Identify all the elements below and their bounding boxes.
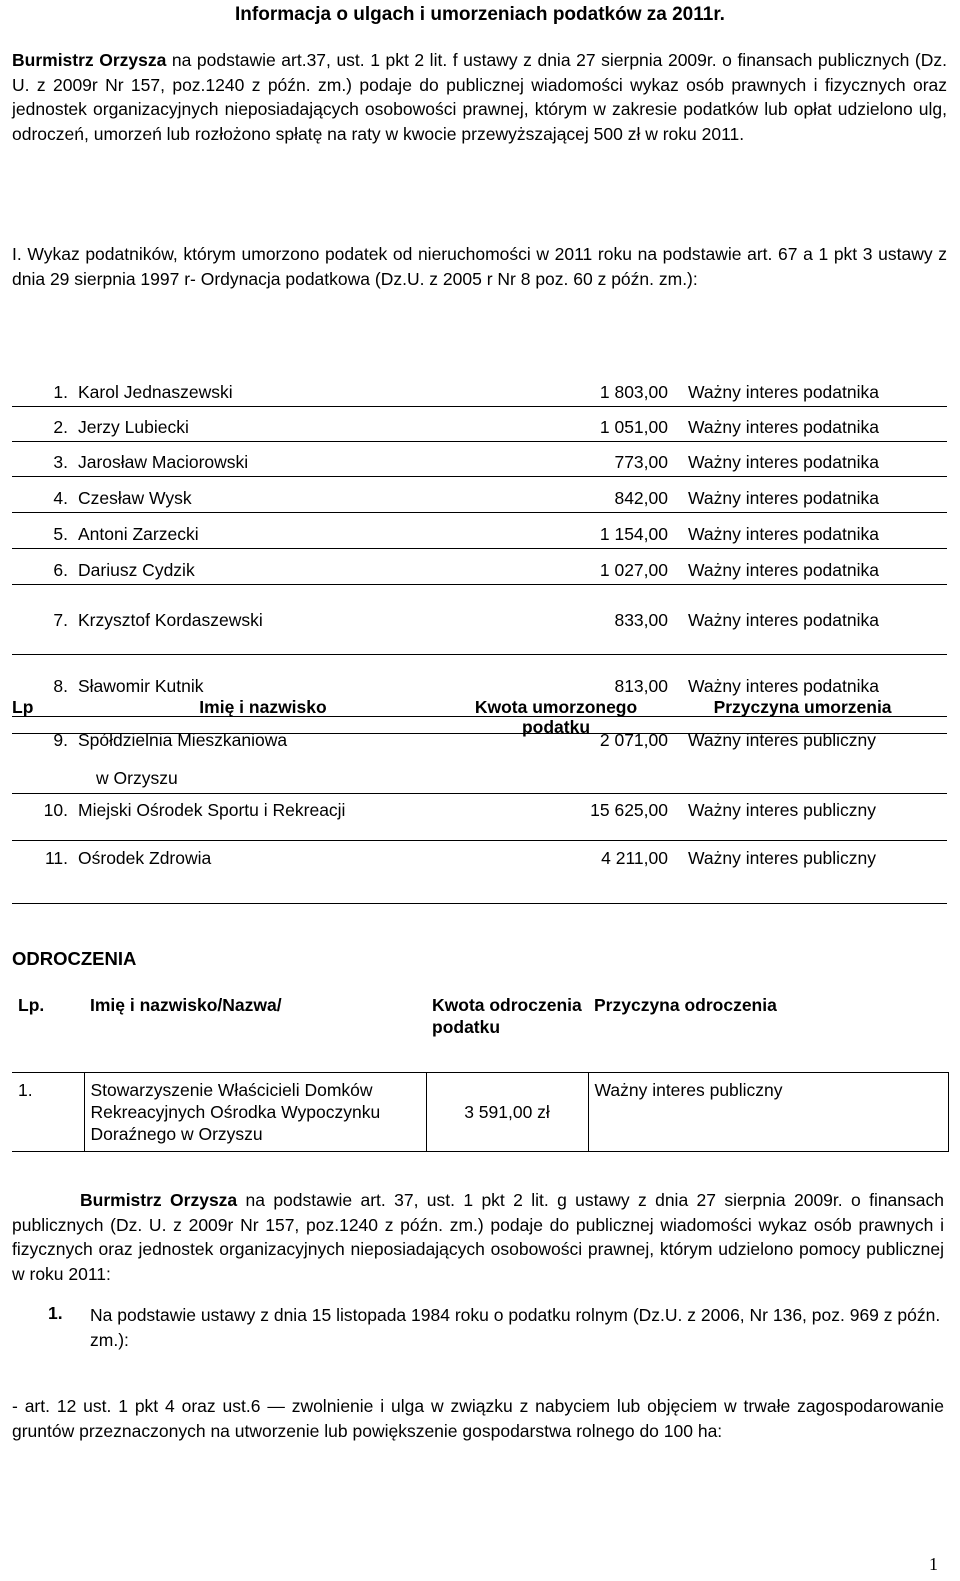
row-lp: 2. — [53, 417, 68, 437]
row-divider — [12, 840, 947, 841]
row-divider — [12, 654, 947, 655]
row-lp: 6. — [53, 560, 68, 580]
row-name: Dariusz Cydzik — [78, 560, 195, 580]
row-lp: 3. — [53, 452, 68, 472]
row-name: Karol Jednaszewski — [78, 382, 233, 402]
article-paragraph: - art. 12 ust. 1 pkt 4 oraz ust.6 — zwolnienie i ulga w związku z nabyciem lub objęciem w trwałe zagospodarowanie gruntów przeznaczonych na utworzenie lub powiększenie gospodarstwa rolnego do 100 ha: — [12, 1396, 944, 1441]
row-lp: 8. — [53, 676, 68, 696]
row-name: Antoni Zarzecki — [78, 524, 199, 544]
def-row-lp: 1. — [12, 1073, 84, 1152]
row-reason: Ważny interes publiczny — [688, 848, 877, 868]
header-name: Imię i nazwisko — [199, 697, 327, 717]
row-amount: 15 625,00 — [590, 800, 668, 820]
intro-text: na podstawie art.37, ust. 1 pkt 2 lit. f ustawy z dnia 27 sierpnia 2009r. o finansach publicznych (Dz. U. z 2009r Nr 157, poz.1240 z późn. zm.) podaje do publicznej wiadomości wykaz osób prawnych i fizycznych oraz jednostek organizacyjnych nieposiadających osobowości prawnej, którym w zakresie podatków lub opłat udzielono ulg, odroczeń, umorzeń lub rozłożono spłatę na raty w kwocie przewyższającej 500 zł w roku 2011. — [12, 50, 947, 144]
row-amount: 813,00 — [614, 676, 668, 696]
deferral-row — [12, 1073, 949, 1152]
row-lp: 5. — [53, 524, 68, 544]
row-reason: Ważny interes podatnika — [688, 417, 879, 437]
row-name: Czesław Wysk — [78, 488, 192, 508]
row-lp: 9. — [53, 730, 68, 750]
row-reason: Ważny interes publiczny — [688, 730, 877, 750]
row-name-line2: w Orzyszu — [96, 768, 178, 788]
row-amount: 842,00 — [614, 488, 668, 508]
deferrals-table-header — [12, 988, 949, 1073]
intro-lead: Burmistrz Orzysza — [12, 50, 167, 70]
row-reason: Ważny interes podatnika — [688, 382, 879, 402]
row-amount: 833,00 — [614, 610, 668, 630]
row-amount: 4 211,00 — [601, 848, 668, 868]
def-row-amount: 3 591,00 zł — [426, 1073, 588, 1152]
row-reason: Ważny interes podatnika — [688, 488, 879, 508]
row-divider — [12, 903, 947, 904]
def-row-name: Stowarzyszenie Właścicieli Domków Rekreacyjnych Ośrodka Wypoczynku Doraźnego w Orzyszu — [84, 1073, 426, 1152]
row-lp: 10. — [43, 800, 68, 820]
row-name: Sławomir Kutnik — [78, 676, 204, 696]
row-divider — [12, 441, 947, 442]
row-reason: Ważny interes podatnika — [688, 676, 879, 696]
page-number: 1 — [929, 1554, 938, 1574]
row-divider — [12, 584, 947, 585]
row-name: Miejski Ośrodek Sportu i Rekreacji — [78, 800, 346, 820]
row-amount: 1 803,00 — [599, 382, 668, 402]
row-name: Krzysztof Kordaszewski — [78, 610, 263, 630]
row-name: Ośrodek Zdrowia — [78, 848, 212, 868]
row-reason: Ważny interes podatnika — [688, 452, 879, 472]
def-header-name: Imię i nazwisko/Nazwa/ — [90, 995, 282, 1015]
row-amount: 2 071,00 — [599, 730, 668, 750]
row-lp: 11. — [44, 848, 68, 868]
row-lp: 4. — [53, 488, 68, 508]
row-amount: 773,00 — [614, 452, 668, 472]
header-amount: Kwota umorzonego podatku — [474, 697, 638, 737]
document-title: Informacja o ulgach i umorzeniach podatków za 2011r. — [235, 4, 725, 25]
row-lp: 7. — [53, 610, 68, 630]
header-lp: Lp — [12, 697, 34, 717]
row-reason: Ważny interes podatnika — [688, 610, 879, 630]
intro-paragraph — [12, 48, 947, 146]
row-divider — [12, 716, 947, 717]
header-reason: Przyczyna umorzenia — [713, 697, 892, 717]
row-divider — [12, 406, 947, 407]
list-item-text: Na podstawie ustawy z dnia 15 listopada 1984 roku o podatku rolnym (Dz.U. z 2006, Nr 136, poz. 969 z późn. zm.): — [90, 1305, 941, 1350]
row-divider — [12, 512, 947, 513]
aid-paragraph — [12, 1188, 944, 1286]
row-reason: Ważny interes publiczny — [688, 800, 877, 820]
row-amount: 1 154,00 — [599, 524, 668, 544]
row-name: Spółdzielnia Mieszkaniowa — [78, 730, 288, 750]
def-row-reason: Ważny interes publiczny — [588, 1073, 949, 1152]
list-item-number: 1. — [48, 1303, 63, 1323]
row-lp: 1. — [53, 382, 68, 402]
aid-text: na podstawie art. 37, ust. 1 pkt 2 lit. g ustawy z dnia 27 sierpnia 2009r. o finansach publicznych (Dz. U. z 2009r Nr 157, poz.1240 z późn. zm.) podaje do publicznej wiadomości wykaz osób prawnych i fizycznych oraz jednostek organizacyjnych nieposiadających osobowości prawnej, którym udzielono pomocy publicznej w roku 2011: — [12, 1190, 944, 1284]
row-name: Jerzy Lubiecki — [78, 417, 189, 437]
section1-intro: I. Wykaz podatników, którym umorzono podatek od nieruchomości w 2011 roku na podstawie art. 67 a 1 pkt 3 ustawy z dnia 29 sierpnia 1997 r- Ordynacja podatkowa (Dz.U. z 2005 r Nr 8 poz. 60 z późn. zm.): — [12, 244, 947, 289]
row-divider — [12, 548, 947, 549]
row-divider — [12, 476, 947, 477]
aid-lead: Burmistrz Orzysza — [80, 1190, 238, 1210]
row-amount: 1 027,00 — [599, 560, 668, 580]
def-header-reason: Przyczyna odroczenia — [594, 995, 777, 1015]
header-divider — [12, 733, 947, 734]
deferrals-table — [12, 988, 949, 1152]
row-reason: Ważny interes podatnika — [688, 524, 879, 544]
def-header-amount: Kwota odroczenia podatku — [432, 995, 582, 1037]
row-name: Jarosław Maciorowski — [78, 452, 249, 472]
def-header-lp: Lp. — [18, 995, 45, 1015]
row-reason: Ważny interes podatnika — [688, 560, 879, 580]
deferrals-heading: ODROCZENIA — [12, 948, 137, 969]
row-divider — [12, 793, 947, 794]
row-amount: 1 051,00 — [599, 417, 668, 437]
